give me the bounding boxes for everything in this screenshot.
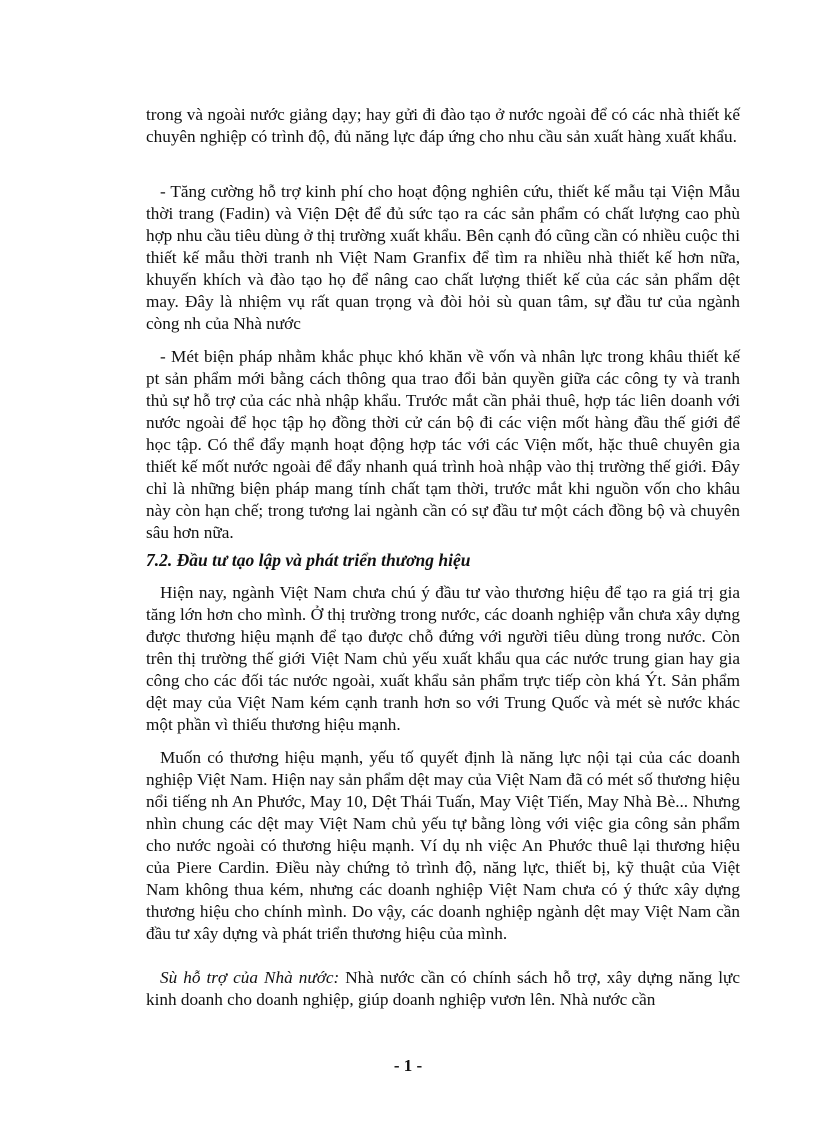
paragraph-design-support: - Tăng cường hỗ trợ kinh phí cho hoạt động nghiên cứu, thiết kế mẫu tại Viện Mẫu thời trang (Fadin) và Viện Dệt để đủ sức tạo ra các sản phẩm có chất lượng cao phù hợp nhu cầu tiêu dùng ở thị trường xuất khẩu. Bên cạnh đó cũng cần có nhiều cuộc thi thiết kế mẫu thời tranh nh Việt Nam Granfix để tìm ra nhiều nhà thiết kế hơn nữa, khuyến khích và đào tạo họ để nâng cao chất lượng thiết kế của các sản phẩm dệt may. Đây là nhiệm vụ rất quan trọng và đòi hỏi sù quan tâm, sự đầu tư của ngành còng nh của Nhà nước bbox=[146, 182, 740, 333]
state-support-lead: Sù hỗ trợ của Nhà nước: bbox=[160, 968, 340, 987]
page-number: - 1 - bbox=[393, 1056, 423, 1075]
paragraph-state-support bbox=[146, 967, 740, 1011]
paragraph-brand-status: Hiện nay, ngành Việt Nam chưa chú ý đầu tư vào thương hiệu để tạo ra giá trị gia tăng lớn hơn cho mình. Ở thị trường trong nước, các doanh nghiệp vẫn chưa xây dựng được thương hiệu mạnh để tạo được chỗ đứng với người tiêu dùng trong nước. Còn trên thị trường thế giới Việt Nam chủ yếu xuất khẩu qua các nước trung gian hay gia công cho các đối tác nước ngoài, xuất khẩu sản phẩm trực tiếp còn khá Ýt. Sản phẩm dệt may của Việt Nam kém cạnh tranh hơn so với Trung Quốc và mét sè nước khác một phần vì thiếu thương hiệu mạnh. bbox=[146, 583, 740, 734]
section-heading: 7.2. Đầu tư tạo lập và phát triển thương hiệu bbox=[146, 550, 471, 570]
paragraph-continuation: trong và ngoài nước giảng dạy; hay gửi đi đào tạo ở nước ngoài để có các nhà thiết kế chuyên nghiệp có trình độ, đủ năng lực đáp ứng cho nhu cầu sản xuất hàng xuất khẩu. bbox=[146, 105, 740, 146]
paragraph-capital-measures: - Mét biện pháp nhằm khắc phục khó khăn về vốn và nhân lực trong khâu thiết kế pt sản phẩm mới bằng cách thông qua trao đổi bản quyền giữa các công ty và tranh thủ sự hỗ trợ của các nhà nhập khẩu. Trước mắt cần phải thuê, hợp tác liên doanh với nước ngoài để học tập họ đồng thời cử cán bộ đi các viện mốt hàng đầu thế giới để học tập. Có thể đẩy mạnh hoạt động hợp tác với các Viện mốt, hặc thuê chuyên gia thiết kế mốt nước ngoài để đẩy nhanh quá trình hoà nhập vào thị trường thế giới. Đây chỉ là những biện pháp mang tính chất tạm thời, trước mắt khi nguồn vốn cho khâu này còn hạn chế; trong tương lai ngành cần có sự đầu tư một cách đồng bộ và chuyên sâu hơn nữa. bbox=[146, 347, 740, 542]
paragraph-strong-brand: Muốn có thương hiệu mạnh, yếu tố quyết định là năng lực nội tại của các doanh nghiệp Việt Nam. Hiện nay sản phẩm dệt may của Việt Nam đã có mét số thương hiệu nổi tiếng nh An Phước, May 10, Dệt Thái Tuấn, May Việt Tiến, May Nhà Bè... Nhưng nhìn chung các dệt may Việt Nam chủ yếu tự bằng lòng với việc gia công sản phẩm cho nước ngoài có thương hiệu mạnh. Ví dụ nh việc An Phước thuê lại thương hiệu của Piere Cardin. Điều này chứng tỏ trình độ, năng lực, thiết bị, kỹ thuật của Việt Nam không thua kém, nhưng các doanh nghiệp Việt Nam chưa có ý thức xây dựng thương hiệu cho chính mình. Do vậy, các doanh nghiệp ngành dệt may Việt Nam cần đầu tư xây dựng và phát triển thương hiệu của mình. bbox=[146, 748, 740, 943]
state-support-text: Nhà nước cần có chính sách hỗ trợ, xây dựng năng lực kinh doanh cho doanh nghiệp, giúp doanh nghiệp vươn lên. Nhà nước cần bbox=[146, 968, 740, 1009]
